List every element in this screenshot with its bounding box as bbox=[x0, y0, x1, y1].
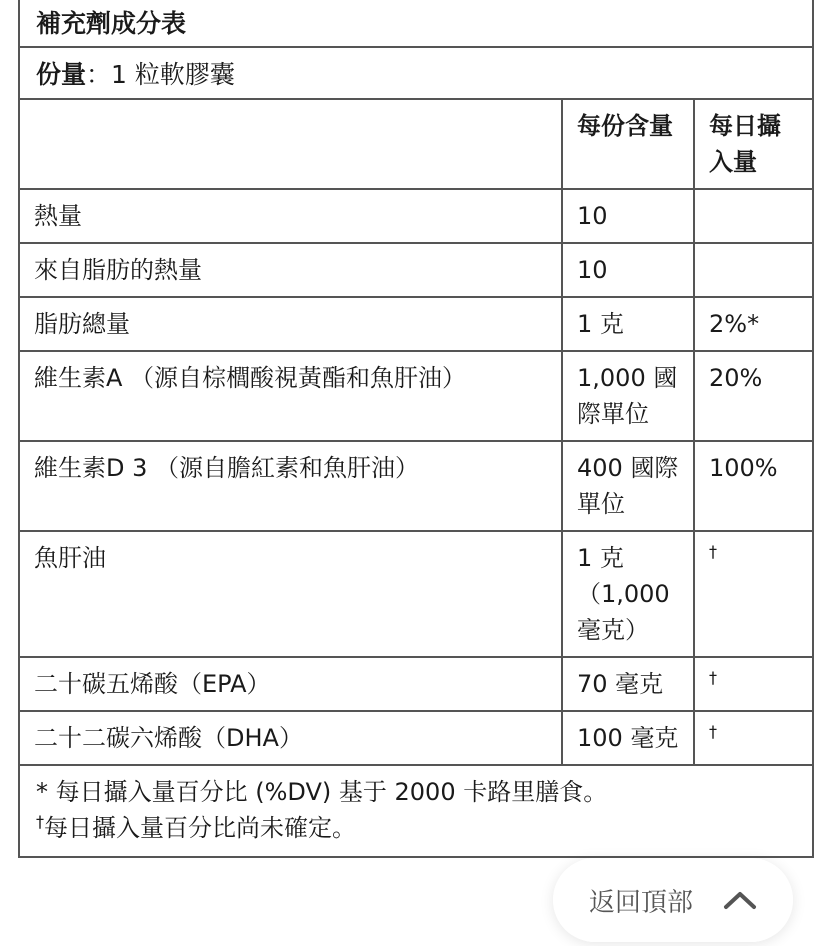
serving-size-value: ：1 粒軟膠囊 bbox=[86, 60, 235, 89]
nutrient-dv bbox=[694, 711, 812, 764]
nutrient-name: 魚肝油 bbox=[20, 531, 562, 657]
table-row bbox=[20, 189, 812, 243]
footnote-not-established-text: 每日攝入量百分比尚未確定。 bbox=[44, 814, 356, 842]
table-row bbox=[20, 441, 812, 531]
facts-table bbox=[20, 100, 812, 764]
nutrient-dv bbox=[694, 531, 812, 657]
nutrient-amount: 400 國際單位 bbox=[562, 441, 694, 531]
table-row bbox=[20, 351, 812, 441]
supplement-facts-panel bbox=[18, 0, 814, 858]
table-row bbox=[20, 531, 812, 657]
nutrient-amount: 1 克 bbox=[562, 297, 694, 351]
nutrient-amount: 70 毫克 bbox=[562, 657, 694, 711]
nutrient-name: 脂肪總量 bbox=[20, 297, 562, 351]
serving-size-label: 份量 bbox=[36, 60, 87, 89]
nutrient-name: 來自脂肪的熱量 bbox=[20, 243, 562, 297]
nutrient-dv bbox=[694, 657, 812, 711]
table-header-row bbox=[20, 100, 812, 189]
serving-size-row bbox=[20, 48, 812, 100]
nutrient-name: 維生素D 3 （源自膽紅素和魚肝油） bbox=[20, 441, 562, 531]
nutrient-amount: 10 bbox=[562, 243, 694, 297]
table-row bbox=[20, 657, 812, 711]
table-row bbox=[20, 711, 812, 764]
nutrient-name: 二十二碳六烯酸（DHA） bbox=[20, 711, 562, 764]
nutrient-name: 維生素A （源自棕櫚酸視黃酯和魚肝油） bbox=[20, 351, 562, 441]
nutrient-dv bbox=[694, 189, 812, 243]
nutrient-name: 熱量 bbox=[20, 189, 562, 243]
nutrient-amount: 100 毫克 bbox=[562, 711, 694, 764]
panel-title-text: 補充劑成分表 bbox=[36, 9, 187, 38]
nutrient-dv: 20% bbox=[694, 351, 812, 441]
table-row bbox=[20, 243, 812, 297]
header-nutrient bbox=[20, 100, 562, 189]
dagger-mark: † bbox=[36, 812, 44, 831]
panel-title bbox=[20, 0, 812, 48]
nutrient-amount: 1,000 國際單位 bbox=[562, 351, 694, 441]
nutrient-dv: 100% bbox=[694, 441, 812, 531]
footnote-daily-value-basis: * 每日攝入量百分比 (%DV) 基于 2000 卡路里膳食。 bbox=[36, 778, 608, 806]
header-amount-per-serving: 每份含量 bbox=[562, 100, 694, 189]
dagger-mark: † bbox=[709, 542, 717, 561]
footnotes bbox=[20, 764, 812, 856]
nutrient-dv bbox=[694, 243, 812, 297]
footnote-not-established bbox=[36, 810, 796, 846]
table-row bbox=[20, 297, 812, 351]
dagger-mark: † bbox=[709, 668, 717, 687]
back-to-top-button[interactable] bbox=[553, 858, 793, 942]
back-to-top-label: 返回頂部 bbox=[588, 887, 693, 918]
nutrient-name: 二十碳五烯酸（EPA） bbox=[20, 657, 562, 711]
header-daily-value: 每日攝入量 bbox=[694, 100, 812, 189]
nutrient-amount: 1 克 （1,000 毫克） bbox=[562, 531, 694, 657]
dagger-mark: † bbox=[709, 722, 717, 741]
chevron-up-icon bbox=[723, 890, 757, 910]
nutrient-amount: 10 bbox=[562, 189, 694, 243]
nutrient-dv: 2%* bbox=[694, 297, 812, 351]
